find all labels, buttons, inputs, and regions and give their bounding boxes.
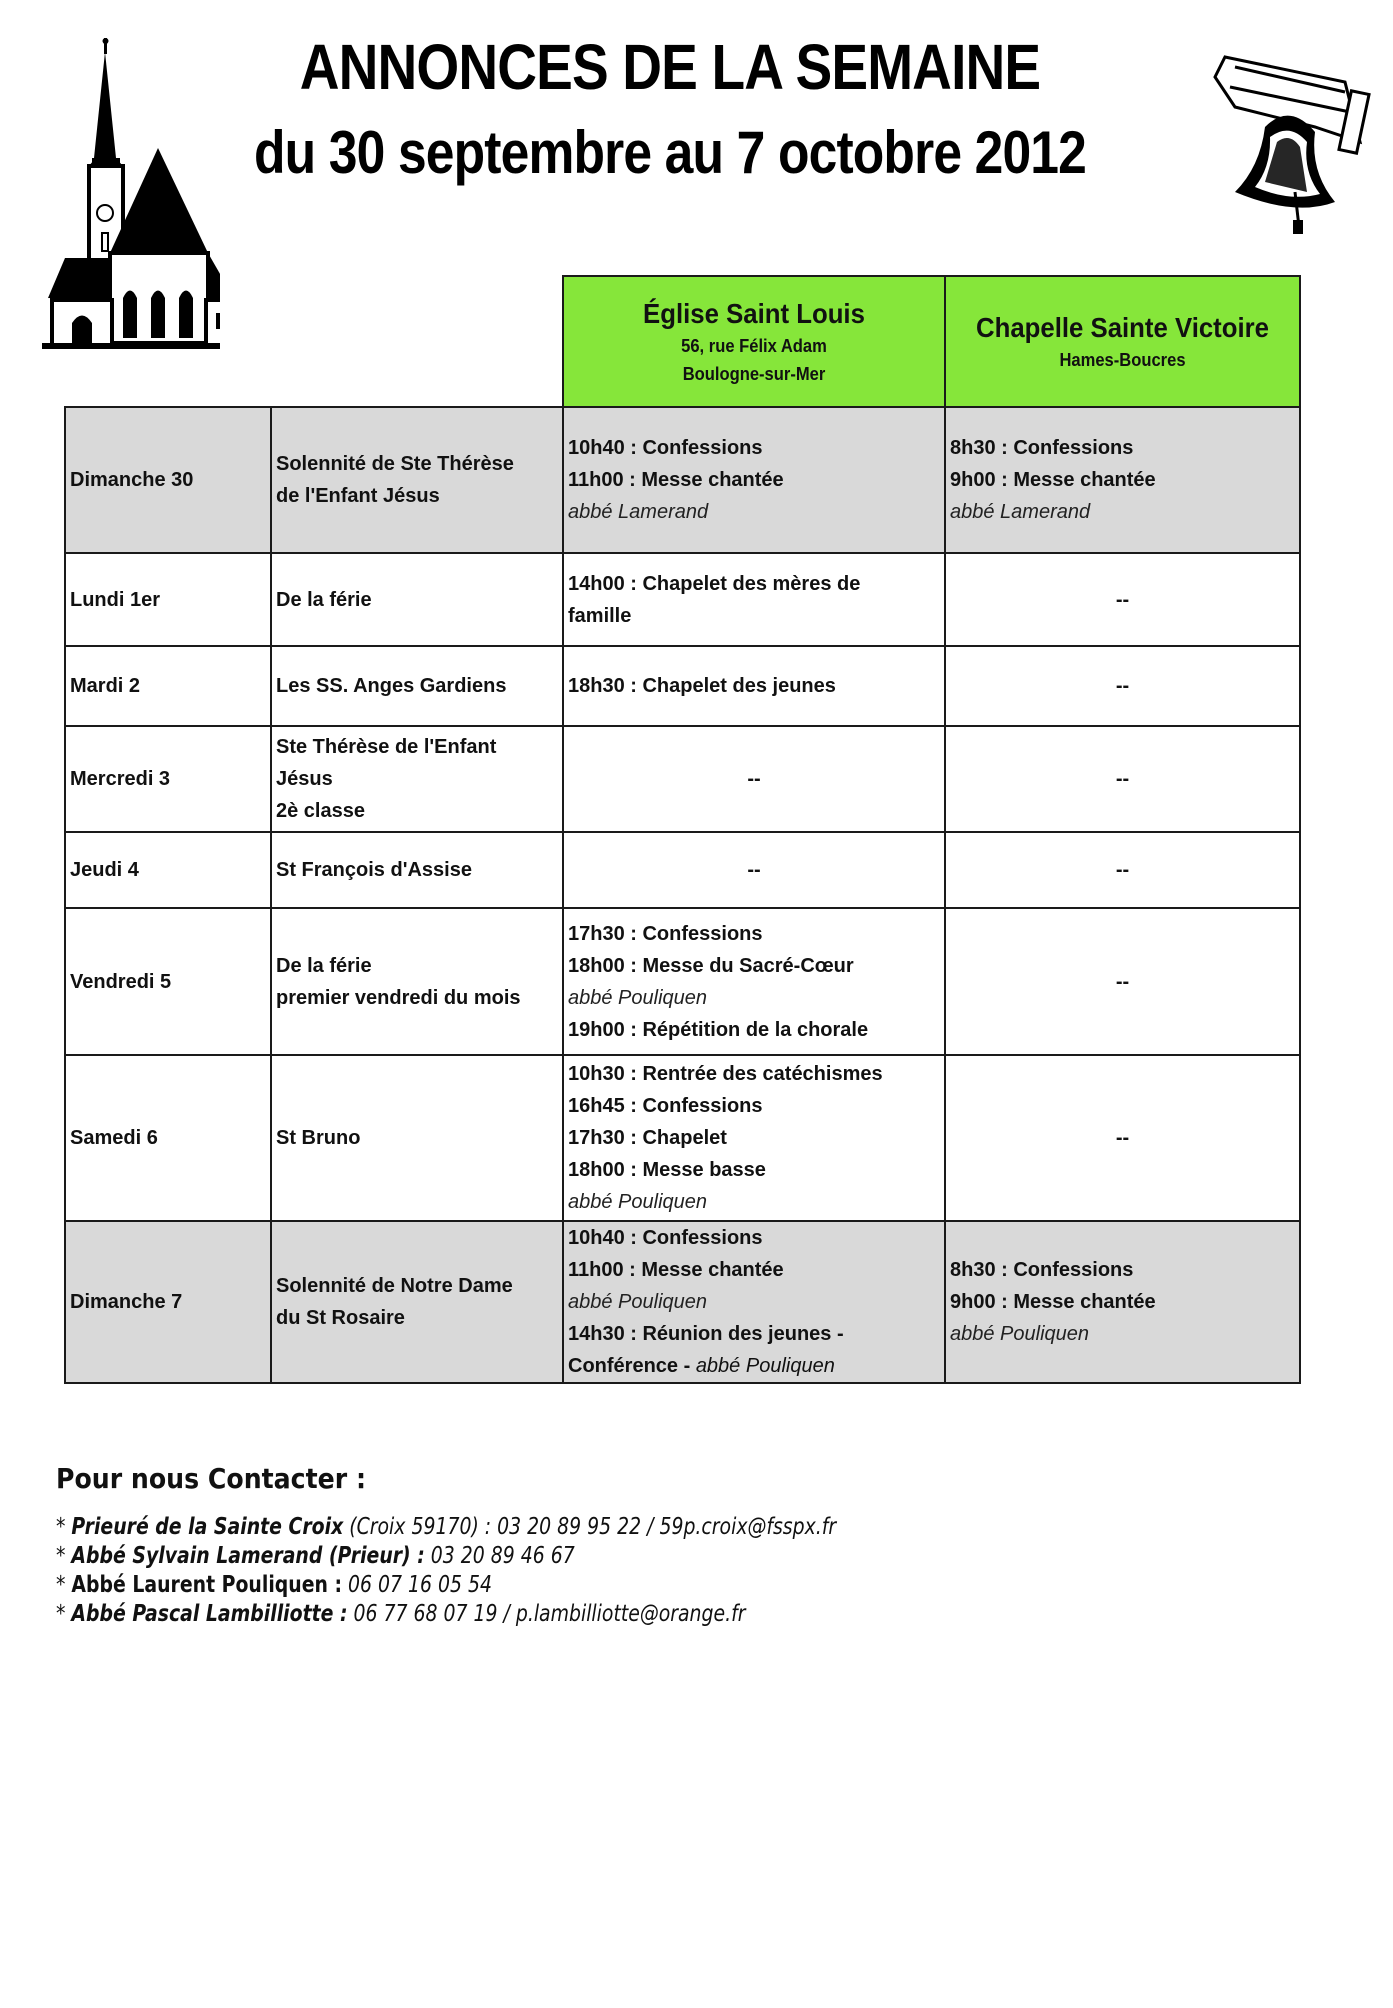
page-subtitle: du 30 septembre au 7 octobre 2012 xyxy=(254,119,1086,186)
event-line: 17h30 : Confessions xyxy=(568,922,763,945)
table-row xyxy=(65,908,1300,1055)
event-line: 14h30 : Réunion des jeunes - xyxy=(568,1323,844,1345)
feast-line: de l'Enfant Jésus xyxy=(276,485,440,507)
chapel-name: Chapelle Sainte Victoire xyxy=(975,311,1270,343)
church-city: Boulogne-sur-Mer xyxy=(682,363,826,384)
page-title: ANNONCES DE LA SEMAINE xyxy=(299,31,1041,103)
event-line: 18h00 : Messe du Sacré-Cœur xyxy=(568,954,854,977)
column-header-sainte-victoire xyxy=(945,276,1300,407)
feast-line: Jésus xyxy=(276,768,333,790)
event-line: 10h40 : Confessions xyxy=(568,437,763,459)
table-row xyxy=(65,407,1300,553)
contact-details: 03 20 89 46 67 xyxy=(424,1543,575,1569)
event-line: 9h00 : Messe chantée xyxy=(950,469,1156,491)
victoire-cell: -- xyxy=(945,646,1300,726)
contact-line xyxy=(56,1571,836,1600)
event-line: 10h30 : Rentrée des catéchismes xyxy=(568,1063,883,1085)
feast-cell xyxy=(271,1055,563,1221)
table-row xyxy=(65,726,1300,832)
contact-name: Prieuré de la Sainte Croix xyxy=(71,1514,344,1540)
saint-louis-cell xyxy=(563,646,945,726)
saint-louis-cell xyxy=(563,553,945,646)
feast-cell xyxy=(271,726,563,832)
victoire-cell: -- xyxy=(945,908,1300,1055)
feast-line: St Bruno xyxy=(276,1127,361,1149)
schedule-table xyxy=(64,275,1301,1384)
feast-line: Solennité de Notre Dame xyxy=(276,1275,513,1297)
event-line: 14h00 : Chapelet des mères de xyxy=(568,572,861,595)
bullet: * xyxy=(56,1572,72,1598)
event-line: 18h30 : Chapelet des jeunes xyxy=(568,675,836,697)
contact-line xyxy=(56,1600,836,1629)
feast-cell xyxy=(271,553,563,646)
contact-name: Abbé Pascal Lambilliotte : xyxy=(71,1601,348,1627)
church-name: Église Saint Louis xyxy=(643,297,865,329)
victoire-cell: -- xyxy=(945,553,1300,646)
blank-cell xyxy=(271,276,563,407)
priest-name: abbé Pouliquen xyxy=(950,1323,1090,1345)
saint-louis-cell xyxy=(563,1221,945,1383)
saint-louis-cell xyxy=(563,1055,945,1221)
table-row xyxy=(65,553,1300,646)
chapel-location: Hames-Boucres xyxy=(1059,349,1186,370)
contact-line xyxy=(56,1513,836,1542)
feast-cell xyxy=(271,832,563,908)
feast-line: Solennité de Ste Thérèse xyxy=(276,453,514,475)
event-line: 18h00 : Messe basse xyxy=(568,1159,766,1181)
day-cell: Samedi 6 xyxy=(65,1055,271,1221)
priest-name: abbé Pouliquen xyxy=(695,1355,835,1377)
event-line: 8h30 : Confessions xyxy=(950,437,1134,459)
contact-name: Abbé Sylvain Lamerand (Prieur) : xyxy=(71,1543,425,1569)
priest-name: abbé Pouliquen xyxy=(568,1191,708,1213)
day-cell: Vendredi 5 xyxy=(65,908,271,1055)
feast-note: premier vendredi du mois xyxy=(276,986,521,1009)
day-cell: Lundi 1er xyxy=(65,553,271,646)
victoire-cell xyxy=(945,407,1300,553)
event-line: 10h40 : Confessions xyxy=(568,1227,763,1249)
feast-line: Les SS. Anges Gardiens xyxy=(276,675,507,697)
day-cell: Jeudi 4 xyxy=(65,832,271,908)
blank-cell xyxy=(65,276,271,407)
table-row xyxy=(65,1221,1300,1383)
contact-details: 06 77 68 07 19 / p.lambilliotte@orange.fr xyxy=(347,1601,746,1627)
contact-details: 06 07 16 05 54 xyxy=(342,1572,493,1598)
feast-line: De la férie xyxy=(276,954,372,977)
contact-details: (Croix 59170) : 03 20 89 95 22 / 59p.croix@fsspx.fr xyxy=(343,1514,837,1540)
priest-name: abbé Pouliquen xyxy=(568,986,708,1009)
saint-louis-cell: -- xyxy=(563,832,945,908)
victoire-cell: -- xyxy=(945,1055,1300,1221)
feast-line: St François d'Assise xyxy=(276,859,472,881)
feast-line: De la férie xyxy=(276,588,372,611)
table-row xyxy=(65,832,1300,908)
table-row xyxy=(65,646,1300,726)
event-line: 8h30 : Confessions xyxy=(950,1259,1134,1281)
feast-class-note: 2è classe xyxy=(276,800,365,822)
contact-name: Abbé Laurent Pouliquen : xyxy=(71,1572,343,1598)
table-row xyxy=(65,1055,1300,1221)
feast-cell xyxy=(271,646,563,726)
contact-line xyxy=(56,1542,836,1571)
day-cell: Mercredi 3 xyxy=(65,726,271,832)
event-line xyxy=(568,1350,940,1382)
saint-louis-cell: -- xyxy=(563,726,945,832)
feast-cell xyxy=(271,908,563,1055)
event-line: 11h00 : Messe chantée xyxy=(568,469,784,491)
victoire-cell: -- xyxy=(945,726,1300,832)
day-cell: Dimanche 7 xyxy=(65,1221,271,1383)
church-address: 56, rue Félix Adam xyxy=(681,335,827,356)
priest-name: abbé Lamerand xyxy=(568,501,709,523)
bullet: * xyxy=(56,1543,72,1569)
priest-name: abbé Lamerand xyxy=(950,501,1091,523)
bullet: * xyxy=(56,1601,72,1627)
event-label: Conférence - xyxy=(568,1355,696,1377)
event-line: famille xyxy=(568,604,632,627)
day-cell: Mardi 2 xyxy=(65,646,271,726)
victoire-cell xyxy=(945,1221,1300,1383)
event-line: 9h00 : Messe chantée xyxy=(950,1291,1156,1313)
feast-line: du St Rosaire xyxy=(276,1307,405,1329)
contact-section xyxy=(56,1462,1007,1629)
event-line: 17h30 : Chapelet xyxy=(568,1127,727,1149)
event-line: 16h45 : Confessions xyxy=(568,1095,763,1117)
saint-louis-cell xyxy=(563,407,945,553)
feast-line: Ste Thérèse de l'Enfant xyxy=(276,736,497,758)
victoire-cell: -- xyxy=(945,832,1300,908)
bullet: * xyxy=(56,1514,72,1540)
event-line: 11h00 : Messe chantée xyxy=(568,1259,784,1281)
header-row xyxy=(65,276,1300,407)
saint-louis-cell xyxy=(563,908,945,1055)
feast-cell xyxy=(271,407,563,553)
priest-name: abbé Pouliquen xyxy=(568,1291,708,1313)
contact-heading: Pour nous Contacter : xyxy=(56,1462,367,1495)
bell-illustration-icon xyxy=(1195,32,1385,237)
event-line: 19h00 : Répétition de la chorale xyxy=(568,1018,869,1041)
column-header-saint-louis xyxy=(563,276,945,407)
day-cell: Dimanche 30 xyxy=(65,407,271,553)
feast-cell xyxy=(271,1221,563,1383)
